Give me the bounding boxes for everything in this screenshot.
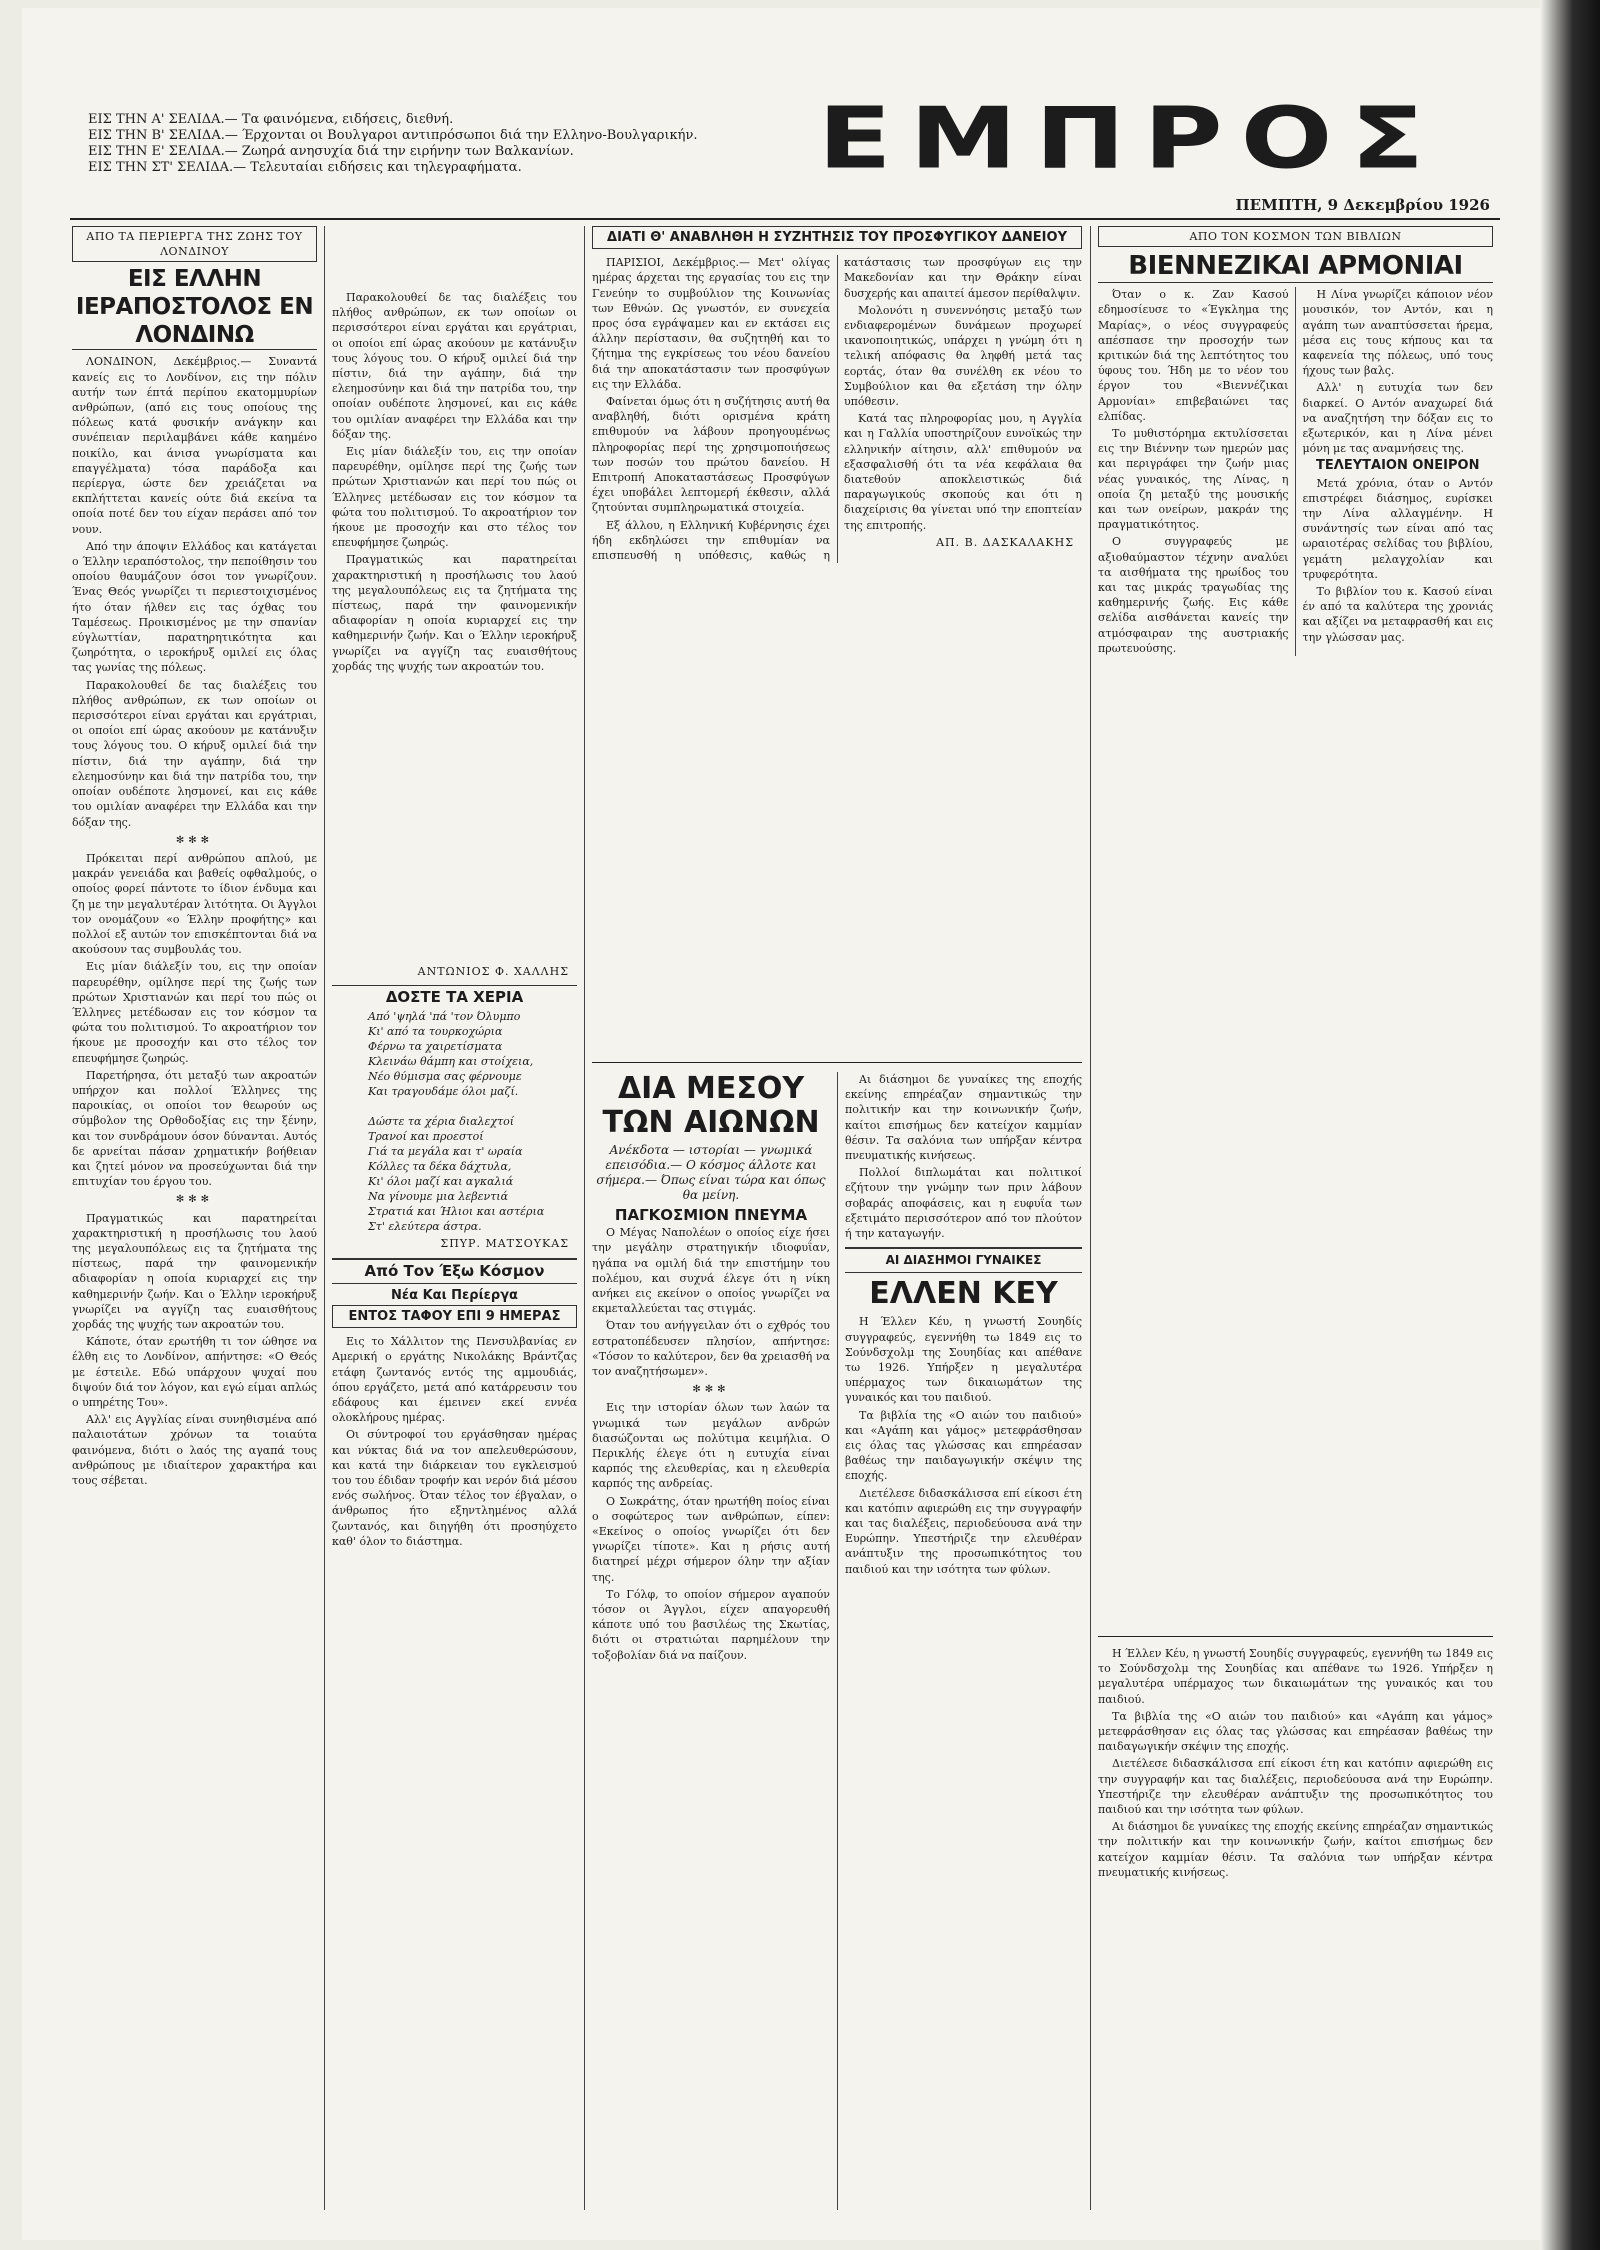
paragraph: Διετέλεσε διδασκάλισσα επί είκοσι έτη και κατόπιν αφιερώθη εις την συγγραφήν και τας διαλέξεις, περιοδεύουσα ανά την Ευρώπην. Υπεστήριζε την ελευθέραν ανάπτυξιν της προσωπικότητος του παιδιού και την ισότητα των φύλων. <box>1098 1757 1493 1817</box>
paragraph: Το μυθιστόρημα εκτυλίσσεται εις την Βιέννην των ημερών μας και περιγράφει την ζωήν μιας νέας γυναικός, της Λίνας, η οποία ζη μεταξύ της μουσικής και των ονείρων, μακράν της πραγματικότητος. <box>1098 427 1289 532</box>
paragraph: Ο Σωκράτης, όταν ηρωτήθη ποίος είναι ο σοφώτερος των ανθρώπων, είπεν: «Εκείνος ο οποίος γνωρίζει ότι δεν γνωρίζει τίποτε». Και η ρήσις αυτή διατηρεί μέχρι σήμερον όλην την αξίαν της. <box>592 1494 830 1584</box>
contents-line: ΕΙΣ ΤΗΝ Β' ΣΕΛΙΔΑ.— Έρχονται οι Βουλγαροι αντιπρόσωποι διά την Ελληνο-Βουλγαρικήν. <box>88 128 698 143</box>
paragraph: Το βιβλίον του κ. Κασού είναι έν από τα καλύτερα της χρονιάς και αξίζει να μεταφρασθή και εις την γλώσσαν μας. <box>1302 585 1493 644</box>
paragraph: Από την άποψιν Ελλάδος και κατάγεται ο Έλλην ιεραπόστολος, την πεποίθησιν του οποίου θαυμάζουν όσοι τον γνωρίζουν. Ένας Θεός γνωρίζει τι περιεστοιχισμένος ήτο όταν ήλθεν εις τας όχθας του Ταμέσεως. Προικισμένος με την σπανίαν εύγλωττίαν, παρατηρητικότητα και ζωηρότητα, ο ιεροκήρυξ ομιλεί εις όλας τας γωνίας της πόλεως. <box>72 539 317 675</box>
paragraph: Η Έλλεν Κέυ, η γνωστή Σουηδίς συγγραφεύς, εγεννήθη τω 1849 εις το Σούνδσχολμ της Σουηδίας και απέθανε τω 1926. Υπήρξεν η μεγαλυτέρα υπέρμαχος των δικαιωμάτων της γυναικός και του παιδιού. <box>845 1315 1082 1405</box>
paragraph: Αι διάσημοι δε γυναίκες της εποχής εκείνης επηρέαζαν σημαντικώς την πολιτικήν και την κοινωνικήν ζωήν, καίτοι επισήμως δεν κατείχον καμμίαν θέσιν. Τα σαλόνια των υπήρξαν κέντρα πνευματικής κινήσεως. <box>1098 1820 1493 1879</box>
poem-signature: ΣΠΥΡ. ΜΑΤΣΟΥΚΑΣ <box>440 1237 569 1251</box>
paragraph: Οι σύντροφοί του εργάσθησαν ημέρας και νύκτας διά να τον απελευθερώσουν, και κατά την διάρκειαν του εγκλεισμού του του έδιδαν τροφήν και νερόν διά μέσου ενός σωλήνος. Όταν τέλος τον έβγαλαν, ο άνθρωπος ήτο εξηντλημένος αλλά ζωντανός, και διηγήθη ότι προσηύχετο καθ' όλον το διάστημα. <box>332 1428 577 1548</box>
column-4 <box>845 1072 1082 2210</box>
paragraph: Εις μίαν διάλεξίν του, εις την οποίαν παρευρέθην, ομίλησε περί της ζωής των πρώτων Χριστιανών και περί του πώς οι Έλληνες μετέδωσαν εις τον κόσμον τα φώτα του πολιτισμού. Το ακροατήριον τον ήκουε με προσοχήν και στο τέλος τον επευφήμησε ζωηρώς. <box>332 445 577 550</box>
poem-text: Από 'ψηλά 'πά 'τον Όλυμπο Κι' από τα τουρκοχώρια Φέρνω τα χαιρετίσματα Κλεινάω θάμπη και στοίχεια, Νέο θύμισμα σας φέρνουμε Και τραγουδάμε όλοι μαζί. Δώστε τα χέρια διαλεχτοί Τρανοί και προεστοί Γιά τα μεγάλα και τ' ωραία Κόλλες τα δέκα δάχτυλα, Κι' όλοι μαζί και αγκαλιά Να γίνουμε μια λεβεντιά Στρατιά και Ήλιοι και αστέρια Στ' ελεύτερα άστρα. <box>368 1010 545 1234</box>
contents-line: ΕΙΣ ΤΗΝ Ε' ΣΕΛΙΔΑ.— Ζωηρά ανησυχία διά την ειρήνην των Βαλκανίων. <box>88 144 574 159</box>
paragraph: Η Λίνα γνωρίζει κάποιον νέον μουσικόν, τον Αντόν, και η αγάπη των αναπτύσσεται ήρεμα, μέσα εις τους κήπους και τα καφενεία της πόλεως, υπό τους ήχους των βαλς. <box>1302 288 1493 378</box>
newspaper-title: ΕΜΠΡΟΣ <box>817 90 1443 188</box>
paragraph: Φαίνεται όμως ότι η συζήτησις αυτή θα αναβληθή, διότι ορισμένα κράτη επιθυμούν να λάβουν προηγουμένως πληροφορίας περί της χρησιμοποιήσεως των ποσών του πρώτου δανείου. Η Επιτροπή Αποκαταστάσεως Προσφύγων έχει υποβάλει λεπτομερή έκθεσιν, αλλά ζητούνται συμπληρωματικά στοιχεία. <box>592 395 830 515</box>
separator-ornament: ✻✻✻ <box>175 1194 214 1206</box>
article-headline: ΔΙΑΤΙ Θ' ΑΝΑΒΛΗΘΗ Η ΣΥΖΗΤΗΣΙΣ ΤΟΥ ΠΡΟΣΦΥΓΙΚΟΥ ΔΑΝΕΙΟΥ <box>592 226 1082 249</box>
section-heading: Από Τον Έξω Κόσμον <box>364 1261 545 1280</box>
paragraph: Εξ άλλου, η Ελληνική Κυβέρνησις έχει ήδη εκδηλώσει την επιθυμίαν να επισπευσθή η υπόθεσις, καθώς η κατάστασις των προσφύγων εις την Μακεδονίαν και την Θράκην είναι δυσχερής και απαιτεί άμεσον περίθαλψιν. <box>592 256 1082 563</box>
paragraph: Ο συγγραφεύς με αξιοθαύμαστον τέχνην αναλύει τα αισθήματα της ηρωίδος του και τας μικράς τραγωδίας της καθημερινής ζωής. Εις κάθε σελίδα αισθάνεται κανείς την ατμόσφαιραν της αυστριακής πρωτευούσης. <box>1098 535 1289 655</box>
paragraph: ΛΟΝΔΙΝΟΝ, Δεκέμβριος.— Συναντά κανείς εις το Λονδίνον, εις την πόλιν αυτήν των έπτά περίπου εκατομμυρίων ανθρώπων, (από εις τους οποίους της πόλεως κατά φυσικήν ανάγκην και συνέπειαν περιλαμβάνει κάθε καημένο ποικίλο, και άνισα γνωρίσματα και επαγγέλματα) τόσα παράδοξα και περίεργα, ώστε δεν χρειάζεται να εκπλήττεται κανείς ούτε διά εκείνα τα οποία ποτέ δεν του είχαν περάσει από τον νουν. <box>72 355 317 536</box>
article-rule <box>1098 1636 1493 1637</box>
paragraph: Πραγματικώς και παρατηρείται χαρακτηριστική η προσήλωσις του λαού της μεγαλουπόλεως εις τα ζητήματα της πίστεως, παρά την φαινομενικήν αδιαφορίαν η οποία κυριαρχεί εις την καθημερινήν ζωήν. Και ο Έλλην ιεροκήρυξ γνωρίζει να αγγίζη τας ευαισθήτους χορδάς της ψυχής των ακροατών του. <box>332 553 577 673</box>
paragraph: Μολονότι η συνεννόησις μεταξύ των ενδιαφερομένων δυνάμεων προχωρεί ικανοποιητικώς, υπάρχει η γνώμη ότι η τελική απόφασις θα ληφθή μετά τας εορτάς, όταν θα συνέλθη εκ νέου το Συμβούλιον και θα εξετάση την όλην υπόθεσιν. <box>844 303 1082 409</box>
page-shadow-edge <box>1540 0 1600 2250</box>
article-rule <box>592 1062 1082 1063</box>
paragraph: Αλλ' εις Αγγλίας είναι συνηθισμένα από παλαιοτάτων χρόνων τα τοιαύτα φαινόμενα, διότι ο λαός της αγαπά τους ανθρώπους με ιδιαίτερον χαρακτήρα και τους σέβεται. <box>72 1413 317 1488</box>
contents-list <box>88 112 708 176</box>
column-separator <box>1090 226 1091 2210</box>
paragraph: Πρόκειται περί ανθρώπου απλού, με μακράν γενειάδα και βαθείς οφθαλμούς, ο οποίος φορεί πάντοτε το ίδιον ένδυμα και ζη με την μεγαλυτέραν λιτότητα. Οι Άγγλοι τον ονομάζουν «ο Έλλην προφήτης» και πολλοί εξ αυτών τον επισκέπτονται διά να ακούσουν τας συμβουλάς του. <box>72 851 317 957</box>
paragraph: Ο Μέγας Ναπολέων ο οποίος είχε ήσει την μεγάλην στρατηγικήν ιδιοφυΐαν, ηγάπα να ομιλή διά την επιστήμην του πολέμου, και συχνά έλεγε ότι η νίκη ανήκει εις εκείνον ο οποίος γνωρίζει να εκμεταλλεύεται τας στιγμάς. <box>592 1226 830 1316</box>
paragraph: Κάποτε, όταν ερωτήθη τι τον ώθησε να έλθη εις το Λονδίνον, απήντησε: «Ο Θεός με έστειλε. Εδώ υπάρχουν ψυχαί που διψούν διά τον λόγον, και εγώ είμαι απλώς ο υπηρέτης Του». <box>72 1335 317 1410</box>
article-kicker: ΑΠΟ ΤΟΝ ΚΟΣΜΟΝ ΤΩΝ ΒΙΒΛΙΩΝ <box>1098 226 1493 247</box>
column-separator <box>837 1072 838 2210</box>
paragraph: Μετά χρόνια, όταν ο Αντόν επιστρέφει διάσημος, ευρίσκει την Λίνα αλλαγμένην. Η συνάντησίς των είναι από τας ωραιοτέρας σελίδας του βιβλίου, γεμάτη μελαγχολίαν και τρυφερότητα. <box>1302 476 1493 581</box>
paragraph: Το Γόλφ, το οποίον σήμερον αγαπούν τόσον οι Άγγλοι, είχεν απαγορευθή κάποτε υπό του βασιλέως της Σκωτίας, διότι οι στρατιώται παρημέλουν την τοξοβολίαν διά να παίζουν. <box>592 1587 830 1662</box>
article-headline: ΔΙΑ ΜΕΣΟΥ ΤΩΝ ΑΙΩΝΩΝ <box>602 1072 820 1140</box>
paragraph: Εις το Χάλλιτον της Πενσυλβανίας εν Αμερική ο εργάτης Νικολάκης Βράντζας ετάφη ζωντανός εντός της αμμουδιάς, όπου εργάζετο, μετά από κατάρρευσιν του εδάφους και έμεινεν εκεί εννέα ολοκλήρους ημέρας. <box>332 1335 577 1425</box>
column-separator <box>324 226 325 2210</box>
column-2-top <box>332 290 577 950</box>
article-headline: ΒΙΕΝΝΕΖΙΚΑΙ ΑΡΜΟΝΙΑΙ <box>1098 250 1493 283</box>
paragraph: Τα βιβλία της «Ο αιών του παιδιού» και «Αγάπη και γάμος» μετεφράσθησαν εις όλας τας γλώσσας και επηρέασαν βαθέως την παιδαγωγικήν σκέψιν της εποχής. <box>845 1408 1082 1483</box>
article-headline: ΕΛΛΕΝ ΚΕΥ <box>869 1276 1058 1312</box>
contents-line: ΕΙΣ ΤΗΝ Α' ΣΕΛΙΔΑ.— Τα φαινόμενα, ειδήσεις, διεθνή. <box>88 112 454 127</box>
paragraph: ΠΑΡΙΣΙΟΙ, Δεκέμβριος.— Μετ' ολίγας ημέρας άρχεται της εργασίας του εις την Γενεύην το συμβούλιον της Κοινωνίας των Εθνών. Ως γνωστόν, εν συνεχεία προς όσα εγράψαμεν και εν εκτάσει εις άλλην περίστασιν, θα συζητηθή και το ζήτημα της εγκρίσεως του νέου δανείου διά την αποκατάστασιν των προσφύγων εις την Ελλάδα. <box>592 256 830 391</box>
column-2 <box>332 962 577 2210</box>
separator-ornament: ✻✻✻ <box>692 1384 730 1396</box>
paragraph: Πραγματικώς και παρατηρείται χαρακτηριστική η προσήλωσις του λαού της μεγαλουπόλεως εις τα ζητήματα της πίστεως, παρά την φαινομενικήν αδιαφορίαν η οποία κυριαρχεί εις την καθημερινήν ζωήν. Και ο Έλλην ιεροκήρυξ γνωρίζει να αγγίζη τας ευαισθήτους χορδάς της ψυχής των ακροατών του. <box>72 1211 317 1331</box>
paragraph: Παρακολουθεί δε τας διαλέξεις του πλήθος ανθρώπων, εκ των οποίων οι περισσότεροι είναι εργάται και εργάτριαι, οι οποίοι επί ώρας ακούουν με κατάνυξιν τους λόγους του. Ο κήρυξ ομιλεί διά την πίστιν, διά την αγάπην, διά την ελεημοσύνην και διά την πατρίδα του, την οποίαν ουδέποτε λησμονεί, και εις κάθε του ομιλίαν αναφέρει την Ελλάδα και την δόξαν της. <box>72 678 317 829</box>
column-5-6 <box>1098 226 1493 1626</box>
article-kicker: ΑΠΟ ΤΑ ΠΕΡΙΕΡΓΑ ΤΗΣ ΖΩΗΣ ΤΟΥ ΛΟΝΔΙΝΟΥ <box>72 226 317 262</box>
paragraph: Η Έλλεν Κέυ, η γνωστή Σουηδίς συγγραφεύς, εγεννήθη τω 1849 εις το Σούνδσχολμ της Σουηδίας και απέθανε τω 1926. Υπήρξεν η μεγαλυτέρα υπέρμαχος των δικαιωμάτων της γυναικός και του παιδιού. <box>1098 1647 1493 1706</box>
section-heading: ΠΑΓΚΟΣΜΙΟΝ ΠΝΕΥΜΑ <box>614 1206 808 1224</box>
paragraph: Εις την ιστορίαν όλων των λαών τα γνωμικά των μεγάλων ανδρών διασώζονται ως πολύτιμα κειμήλια. Ο Περικλής έλεγε ότι η ευτυχία είναι καρπός της ελευθερίας, και η ελευθερία καρπός της ανδρείας. <box>592 1401 830 1491</box>
column-1 <box>72 226 317 2210</box>
paragraph: Όταν του ανήγγειλαν ότι ο εχθρός του εστρατοπέδευσεν πλησίον, απήντησε: «Τόσον το καλύτερον, δεν θα χρειασθή να τον αναζητήσωμεν». <box>592 1319 830 1379</box>
article-subheadline: Ανέκδοτα — ιστορίαι — γνωμικά επεισόδια.— Ο κόσμος άλλοτε και σήμερα.— Όπως είναι τώρα και όπως θα μείνη. <box>596 1143 826 1202</box>
paragraph: Αι διάσημοι δε γυναίκες της εποχής εκείνης επηρέαζαν σημαντικώς την πολιτικήν και την κοινωνικήν ζωήν, καίτοι επισήμως δεν κατείχον καμμίαν θέσιν. Τα σαλόνια των υπήρξαν κέντρα πνευματικής κινήσεως. <box>845 1073 1082 1163</box>
article-headline: ΕΙΣ ΕΛΛΗΝ ΙΕΡΑΠΟΣΤΟΛΟΣ ΕΝ ΛΟΝΔΙΝΩ <box>72 265 317 350</box>
separator-ornament: ✻✻✻ <box>175 834 214 846</box>
column-5-6-bottom <box>1098 1646 1493 2210</box>
author-signature: ΑΠ. Β. ΔΑΣΚΑΛΑΚΗΣ <box>936 535 1074 549</box>
contents-line: ΕΙΣ ΤΗΝ ΣΤ' ΣΕΛΙΔΑ.— Τελευταίαι ειδήσεις και τηλεγραφήματα. <box>88 160 522 175</box>
author-signature: ΑΝΤΩΝΙΟΣ Φ. ΧΑΛΛΗΣ <box>417 965 569 978</box>
poem-title: ΔΟΣΤΕ ΤΑ ΧΕΡΙΑ <box>332 985 577 1005</box>
paragraph: Κατά τας πληροφορίας μου, η Αγγλία και η Γαλλία υποστηρίζουν ευνοϊκώς την ελληνικήν αίτησιν, αλλ' επιθυμούν να εξασφαλισθή ότι τα νέα κεφάλαια θα διατεθούν αποκλειστικώς διά παραγωγικούς σκοπούς και ότι η διαχείρισις θα γίνεται υπό την εποπτείαν της επιτροπής. <box>844 412 1082 532</box>
section-subheading: Νέα Και Περίεργα <box>391 1287 518 1303</box>
paragraph: Παρετήρησα, ότι μεταξύ των ακροατών υπήρχον και πολλοί Έλληνες της παροικίας, οι οποίοι τον θεωρούν ως σύμβολον της Ορθοδοξίας εις την ξένην, και τον συνδράμουν όσον δύνανται. Αυτός δε αρνείται πάσαν χρηματικήν βοήθειαν και ζητεί μόνον να προσεύχωνται διά την επιτυχίαν του έργου του. <box>72 1068 317 1189</box>
paragraph: Αλλ' η ευτυχία των δεν διαρκεί. Ο Αντόν αναχωρεί διά να αναζητήση την δόξαν εις το εξωτερικόν, και η Λίνα μένει μόνη με τας αναμνήσεις της. <box>1302 381 1493 456</box>
paragraph: Όταν ο κ. Ζαν Κασού εδημοσίευσε το «Έγκλημα της Μαρίας», ο νέος συγγραφεύς απέσπασε την προσοχήν των κριτικών διά της λεπτότητος του ύφους του. Ήδη με το νέον του έργον του «Βιεννέζικαι Αρμονίαι» επιβεβαιώνει τας ελπίδας. <box>1098 288 1289 423</box>
dateline: ΠΕΜΠΤΗ, 9 Δεκεμβρίου 1926 <box>1235 196 1490 214</box>
article-headline: ΕΝΤΟΣ ΤΑΦΟΥ ΕΠΙ 9 ΗΜΕΡΑΣ <box>332 1305 577 1328</box>
column-3 <box>592 1072 830 2210</box>
paragraph: Παρακολουθεί δε τας διαλέξεις του πλήθος ανθρώπων, εκ των οποίων οι περισσότεροι είναι εργάται και εργάτριαι, οι οποίοι επί ώρας ακούουν με κατάνυξιν τους λόγους του. Ο κήρυξ ομιλεί διά την πίστιν, διά την αγάπην, διά την ελεημοσύνην και διά την πατρίδα του, την οποίαν ουδέποτε λησμονεί, και εις κάθε του ομιλίαν αναφέρει την Ελλάδα και την δόξαν της. <box>332 291 577 441</box>
section-heading: ΑΙ ΔΙΑΣΗΜΟΙ ΓΥΝΑΙΚΕΣ <box>885 1253 1042 1268</box>
paragraph: Εις μίαν διάλεξίν του, εις την οποίαν παρευρέθην, ομίλησε περί της ζωής των πρώτων Χριστιανών και περί του πώς οι Έλληνες μετέδωσαν εις τον κόσμον τα φώτα του πολιτισμού. Το ακροατήριον τον ήκουε με προσοχήν και στο τέλος τον επευφήμησε ζωηρώς. <box>72 960 317 1065</box>
paragraph: Τα βιβλία της «Ο αιών του παιδιού» και «Αγάπη και γάμος» μετεφράσθησαν εις όλας τας γλώσσας και επηρέασαν βαθέως την παιδαγωγικήν σκέψιν της εποχής. <box>1098 1709 1493 1754</box>
section-heading: ΤΕΛΕΥΤΑΙΟΝ ΟΝΕΙΡΟΝ <box>1316 458 1480 474</box>
column-3-4-top <box>592 226 1082 1056</box>
paragraph: Πολλοί διπλωμάται και πολιτικοί εζήτουν την γνώμην των πριν λάβουν σοβαράς αποφάσεις, και η ευφυΐα των εξετιμάτο περισσότερον από τον πλούτον ή την καταγωγήν. <box>845 1166 1082 1241</box>
masthead-rule <box>70 218 1500 220</box>
column-separator <box>584 226 585 2210</box>
paragraph: Διετέλεσε διδασκάλισσα επί είκοσι έτη και κατόπιν αφιερώθη εις την συγγραφήν και τας διαλέξεις, περιοδεύουσα ανά την Ευρώπην. Υπεστήριζε την ελευθέραν ανάπτυξιν της προσωπικότητος του παιδιού και την ισότητα των φύλων. <box>845 1486 1082 1576</box>
